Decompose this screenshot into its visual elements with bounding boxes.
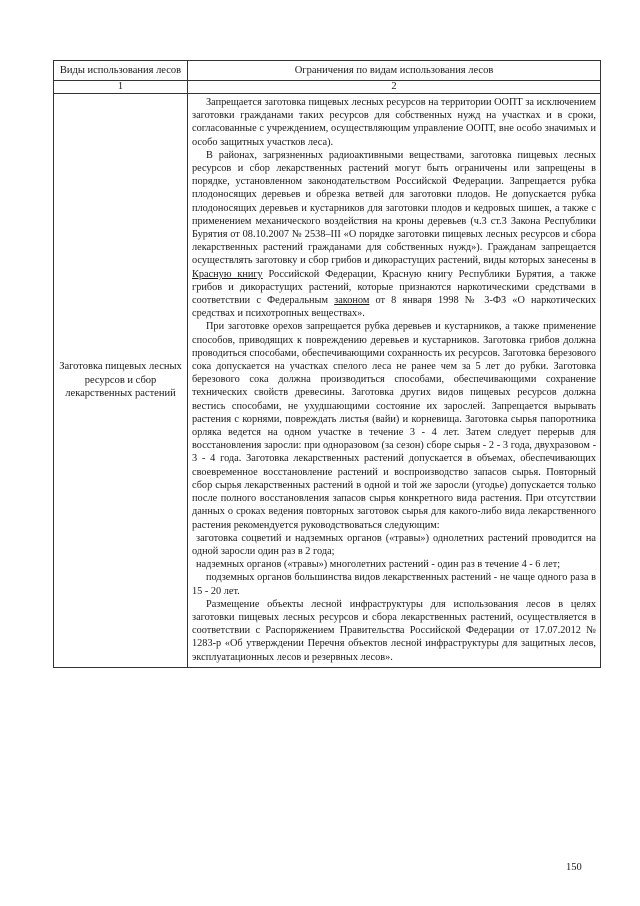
red-book-link[interactable]: Красную книгу — [192, 268, 263, 280]
paragraph-2 — [192, 149, 596, 321]
header-col1: Виды использования лесов — [54, 61, 188, 81]
column-number-1: 1 — [54, 81, 188, 94]
paragraph-7: Размещение объекты лесной инфраструктуры для использования лесов в целях заготовки пищевых лесных ресурсов и сбора лекарственных растений, осуществляется в соответствии с Распоряжением Правительства Российской Федерации от 17.07.2012 № 1283-р «Об утверждении Перечня объектов лесной инфраструктуры для защитных лесов, эксплуатационных лесов и резервных лесов». — [192, 598, 596, 663]
paragraph-2-text-a: В районах, загрязненных радиоактивными веществами, заготовка пищевых лесных ресурсов и сбор лекарственных растений могут быть ограничены или запрещены в порядке, установленном законодательством Российской Федерации. Запрещается рубка плодоносящих деревьев и обрезка ветвей для заготовки плодов. Не допускается рубка плодоносящих деревьев и кустарников для заготовки плодов и кедровых шишек, а также с применением механического воздействия на кроны деревьев (ч.3 ст.3 Закона Республики Бурятия от 08.10.2007 № 2538–III «О порядке заготовки пищевых лесных ресурсов и сбора лекарственных растений гражданами для собственных нужд»). Гражданам запрещается осуществлять заготовку и сбор грибов и дикорастущих растений, виды которых занесены в — [192, 149, 596, 267]
column-number-2: 2 — [188, 81, 601, 94]
law-link[interactable]: законом — [334, 295, 370, 307]
page-number: 150 — [566, 862, 582, 873]
table-header-row — [54, 61, 601, 81]
paragraph-4: заготовка соцветий и надземных органов («травы») однолетних растений проводится на одной заросли один раз в 2 года; — [192, 532, 596, 557]
table-row — [54, 94, 601, 668]
paragraph-3: При заготовке орехов запрещается рубка деревьев и кустарников, а также применение способов, приводящих к повреждению деревьев и кустарников. Заготовка грибов должна проводиться способами, обеспечивающими сохранность их ресурсов. Заготовка березового сока допускается на участках спелого леса не ранее чем за 5 лет до рубки. Заготовка березового сока должна производиться способами, обеспечивающими сохранение технических свойств древесины. Заготовка других видов пищевых ресурсов должна вестись способами, не ухудшающими состояние их зарослей. Запрещается вырывать растения с корнями, повреждать листья (вайи) и корневища. Заготовка сырья папоротника орляка ведется на одном участке в течение 3 - 4 лет. Затем следует перерыв для восстановления заросли: при одноразовом (за сезон) сборе сырья - 2 - 3 года, двухразовом - 3 - 4 года. Заготовка лекарственных растений допускается в объемах, обеспечивающих своевременное восстановление растений и воспроизводство запасов сырья. Повторный сбор сырья лекарственных растений в одной и той же заросли (угодье) допускается только после полного восстановления запасов сырья конкретного вида растения. При отсутствии данных о сроках ведения повторных заготовок сырья для какого-либо вида лекарственного растения рекомендуется руководствоваться следующим: — [192, 321, 596, 531]
paragraph-5: надземных органов («травы») многолетних растений - один раз в течение 4 - 6 лет; — [196, 559, 561, 571]
paragraph-2-text-c: от 8 января 1998 № 3-ФЗ «О наркотических средствах и психотропных веществах». — [192, 295, 596, 320]
header-col2: Ограничения по видам использования лесов — [188, 61, 601, 81]
paragraph-1: Запрещается заготовка пищевых лесных ресурсов на территории ООПТ за исключением заготовки гражданами таких ресурсов для собственных нужд на участках и в сроки, согласованные с учреждением, осуществляющим управление ООПТ, вне особо значимых и особо защитных участков леса). — [192, 97, 596, 148]
restrictions-text-cell — [188, 94, 601, 668]
paragraph-2-text-b: Российской Федерации, Красную книгу Республики Бурятия, а также грибов и дикорастущих растений, которые признаются наркотическими средствами в соответствии с Федеральным — [192, 268, 596, 307]
restrictions-table — [53, 60, 601, 668]
table-number-row — [54, 81, 601, 94]
row-label: Заготовка пищевых лесных ресурсов и сбор лекарственных растений — [54, 94, 188, 668]
paragraph-6: подземных органов большинства видов лекарственных растений - не чаще одного раза в 15 - 20 лет. — [192, 572, 596, 597]
